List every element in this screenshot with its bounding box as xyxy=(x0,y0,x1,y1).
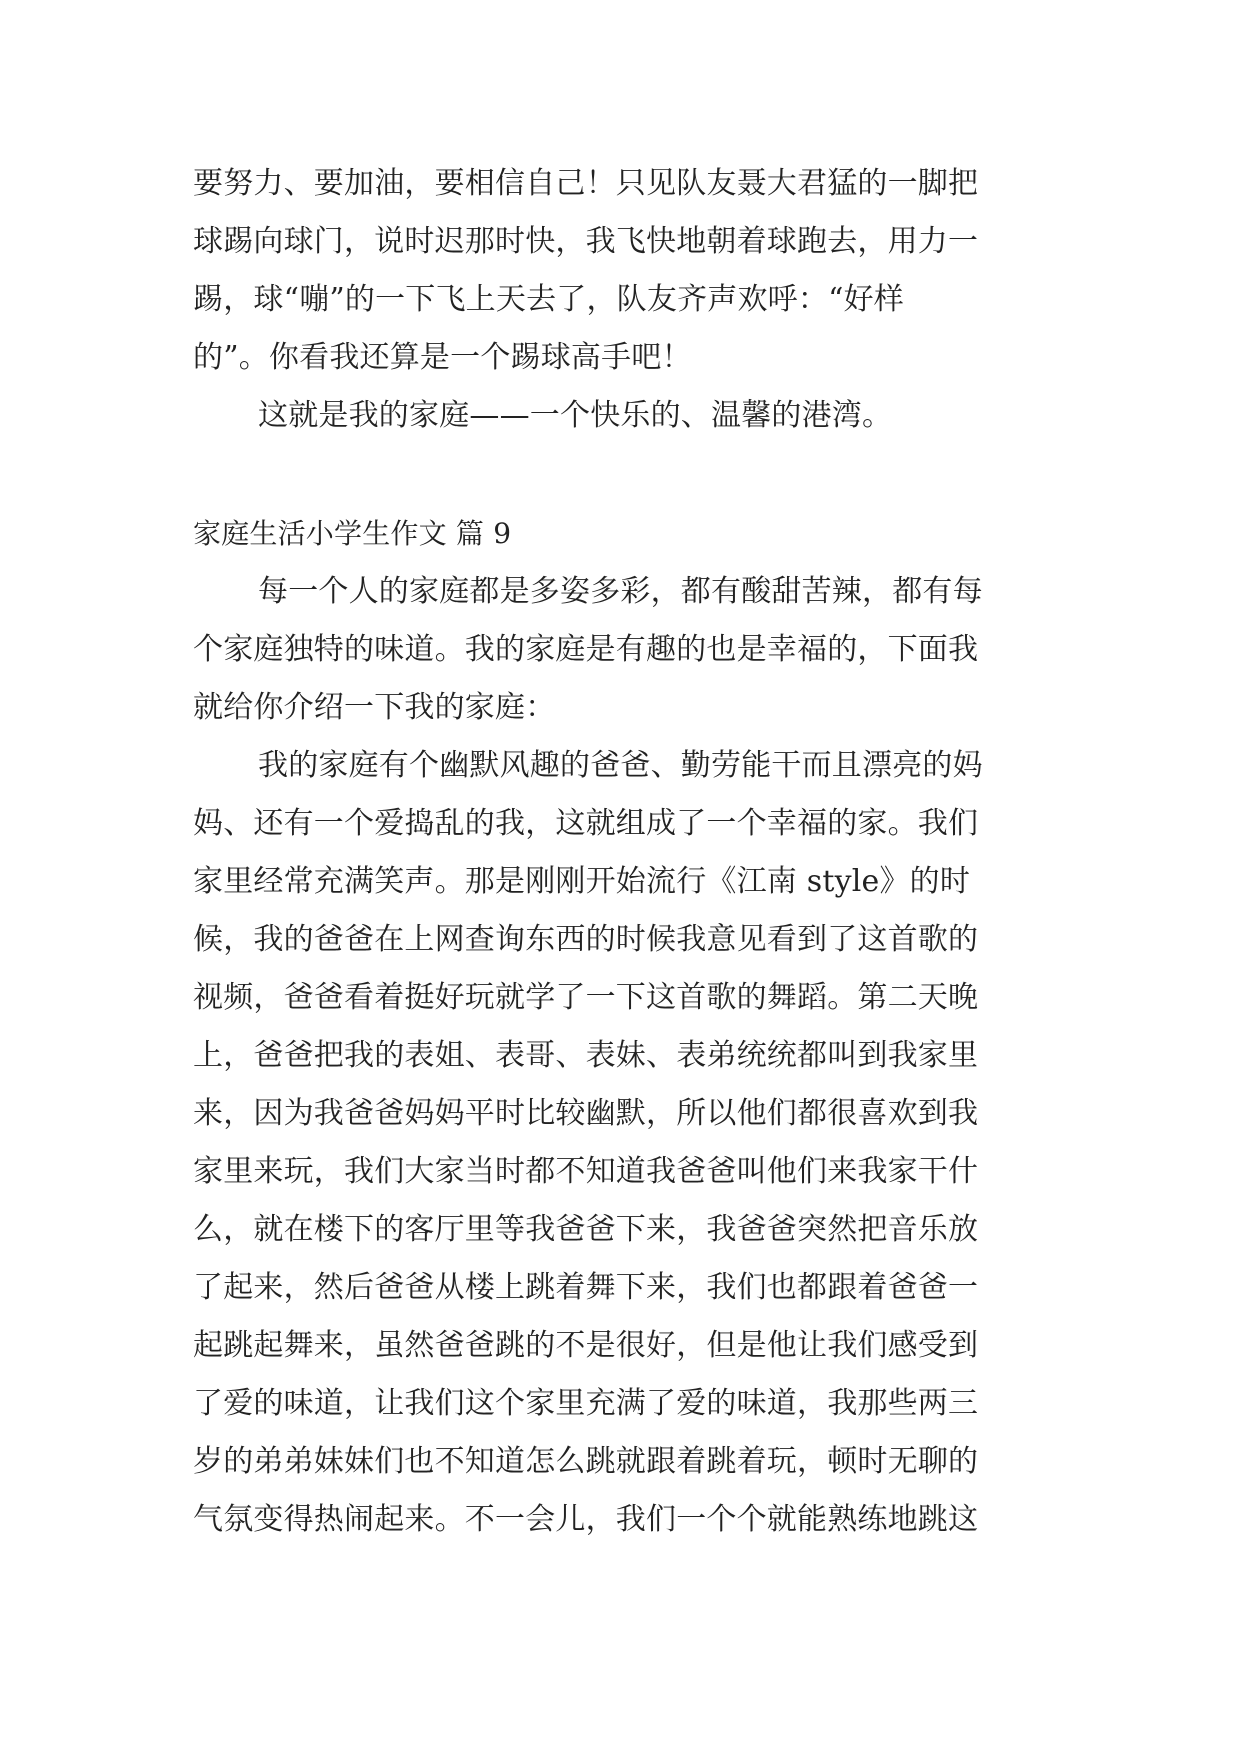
paragraph-line: 候，我的爸爸在上网查询东西的时候我意见看到了这首歌的 xyxy=(193,922,979,957)
paragraph-line: 来，因为我爸爸妈妈平时比较幽默，所以他们都很喜欢到我 xyxy=(193,1096,979,1131)
section-heading: 家庭生活小学生作文 篇 9 xyxy=(193,517,512,550)
paragraph-line: 起跳起舞来，虽然爸爸跳的不是很好，但是他让我们感受到 xyxy=(193,1328,979,1363)
paragraph-line: 就给你介绍一下我的家庭： xyxy=(193,690,556,725)
closing-sentence: 这就是我的家庭——一个快乐的、温馨的港湾。 xyxy=(258,398,893,433)
text-line: 要努力、要加油，要相信自己！只见队友聂大君猛的一脚把 xyxy=(193,166,979,201)
paragraph-line: 了起来，然后爸爸从楼上跳着舞下来，我们也都跟着爸爸一 xyxy=(193,1270,979,1305)
text-line: 踢，球“嘣”的一下飞上天去了，队友齐声欢呼：“好样 xyxy=(193,282,905,317)
paragraph-line: 视频，爸爸看着挺好玩就学了一下这首歌的舞蹈。第二天晚 xyxy=(193,980,979,1015)
paragraph-line: 上，爸爸把我的表姐、表哥、表妹、表弟统统都叫到我家里 xyxy=(193,1038,979,1073)
paragraph-line: 我的家庭有个幽默风趣的爸爸、勤劳能干而且漂亮的妈 xyxy=(258,748,983,783)
paragraph-line: 家里经常充满笑声。那是刚刚开始流行《江南 style》的时 xyxy=(193,864,971,899)
paragraph-line: 家里来玩，我们大家当时都不知道我爸爸叫他们来我家干什 xyxy=(193,1154,979,1189)
paragraph-line: 岁的弟弟妹妹们也不知道怎么跳就跟着跳着玩，顿时无聊的 xyxy=(193,1444,979,1479)
paragraph-line: 个家庭独特的味道。我的家庭是有趣的也是幸福的，下面我 xyxy=(193,632,979,667)
text-line: 的”。你看我还算是一个踢球高手吧！ xyxy=(193,340,692,375)
paragraph-line: 了爱的味道，让我们这个家里充满了爱的味道，我那些两三 xyxy=(193,1386,979,1421)
paragraph-line: 么，就在楼下的客厅里等我爸爸下来，我爸爸突然把音乐放 xyxy=(193,1212,979,1247)
paragraph-line: 每一个人的家庭都是多姿多彩，都有酸甜苦辣，都有每 xyxy=(258,574,983,609)
text-line: 球踢向球门，说时迟那时快，我飞快地朝着球跑去，用力一 xyxy=(193,224,979,259)
paragraph-line: 妈、还有一个爱捣乱的我，这就组成了一个幸福的家。我们 xyxy=(193,806,979,841)
paragraph-line: 气氛变得热闹起来。不一会儿，我们一个个就能熟练地跳这 xyxy=(193,1502,979,1537)
